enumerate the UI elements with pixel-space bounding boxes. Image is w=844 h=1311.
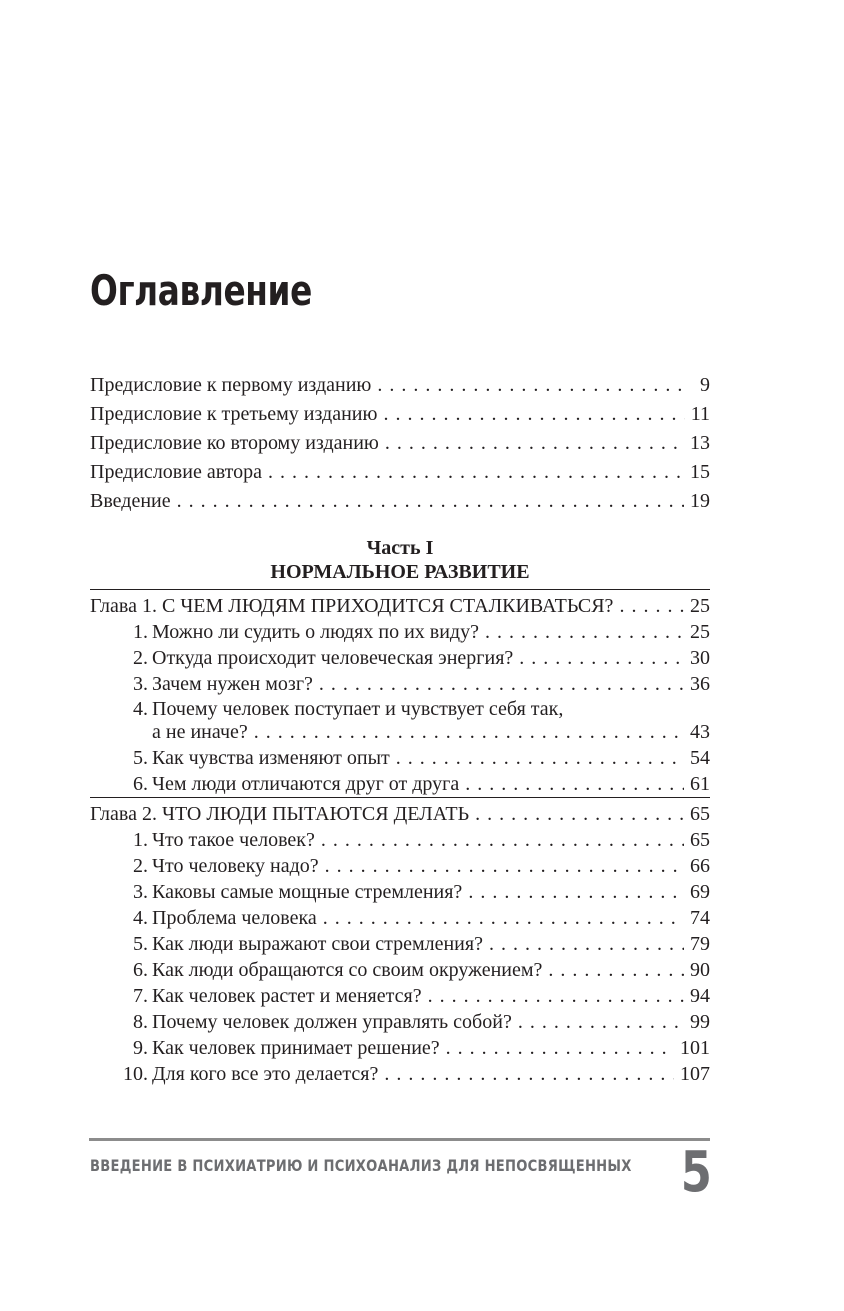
toc-entry-page: 13 xyxy=(690,432,710,454)
toc-entry-label: Предисловие к третьему изданию xyxy=(90,403,378,425)
leader-dots xyxy=(485,619,684,645)
toc-section[interactable] xyxy=(118,619,710,645)
leader-dots xyxy=(475,801,684,827)
section-label: Почему человек поступает и чувствует себя так, xyxy=(152,698,564,720)
leader-dots xyxy=(254,719,684,745)
section-number: 2. xyxy=(133,647,148,669)
toc-entry-page: 19 xyxy=(690,490,710,512)
leader-dots xyxy=(468,879,684,905)
toc-section[interactable] xyxy=(118,853,710,879)
section-page: 69 xyxy=(690,881,710,903)
section-number: 1. xyxy=(133,621,148,643)
section-page: 43 xyxy=(690,721,710,743)
section-page: 66 xyxy=(690,855,710,877)
toc-section[interactable] xyxy=(118,671,710,697)
toc-section[interactable] xyxy=(118,1035,710,1061)
toc-entry[interactable] xyxy=(90,401,710,427)
leader-dots xyxy=(465,771,684,797)
section-number: 3. xyxy=(133,881,148,903)
section-number: 4. xyxy=(133,698,148,720)
section-label: Что такое человек? xyxy=(152,829,315,851)
toc-entry-label: Введение xyxy=(90,490,171,512)
leader-dots xyxy=(268,459,684,485)
section-number: 6. xyxy=(133,959,148,981)
section-label: Почему человек должен управлять собой? xyxy=(152,1011,512,1033)
section-page: 25 xyxy=(690,621,710,643)
leader-dots xyxy=(319,671,684,697)
section-number: 4. xyxy=(133,907,148,929)
toc-section[interactable] xyxy=(118,745,710,771)
section-label: Как человек растет и меняется? xyxy=(152,985,422,1007)
section-label: Что человеку надо? xyxy=(152,855,319,877)
toc-chapter[interactable] xyxy=(90,593,710,619)
section-page: 90 xyxy=(690,959,710,981)
section-number: 7. xyxy=(133,985,148,1007)
toc-entry-page: 9 xyxy=(700,374,710,396)
section-page: 54 xyxy=(690,747,710,769)
section-number: 10. xyxy=(123,1063,148,1085)
section-label-continued: а не иначе? xyxy=(152,721,248,743)
part-label: Часть I xyxy=(366,537,434,559)
leader-dots xyxy=(325,853,684,879)
section-label: Проблема человека xyxy=(152,907,317,929)
toc-entry[interactable] xyxy=(90,459,710,485)
section-number: 1. xyxy=(133,829,148,851)
leader-dots xyxy=(489,931,684,957)
section-page: 101 xyxy=(680,1037,710,1059)
section-label: Как человек принимает решение? xyxy=(152,1037,440,1059)
leader-dots xyxy=(548,957,684,983)
section-number: 9. xyxy=(133,1037,148,1059)
section-number: 8. xyxy=(133,1011,148,1033)
divider xyxy=(90,589,710,590)
leader-dots xyxy=(384,1061,674,1087)
toc-section[interactable] xyxy=(118,645,710,671)
leader-dots xyxy=(619,593,684,619)
toc-section[interactable] xyxy=(118,931,710,957)
toc-section[interactable] xyxy=(118,827,710,853)
section-number: 5. xyxy=(133,747,148,769)
section-page: 99 xyxy=(690,1011,710,1033)
toc-section[interactable] xyxy=(118,957,710,983)
toc-entry-page: 11 xyxy=(690,403,710,425)
section-label: Зачем нужен мозг? xyxy=(152,673,313,695)
section-label: Чем люди отличаются друг от друга xyxy=(152,773,460,795)
section-label: Каковы самые мощные стремления? xyxy=(152,881,463,903)
toc-section[interactable] xyxy=(118,879,710,905)
section-page: 61 xyxy=(690,773,710,795)
section-page: 65 xyxy=(690,829,710,851)
toc-section[interactable] xyxy=(118,905,710,931)
toc-entry[interactable] xyxy=(90,372,710,398)
section-number: 2. xyxy=(133,855,148,877)
toc-section[interactable] xyxy=(118,1061,710,1087)
toc-chapter-page: 25 xyxy=(690,595,710,617)
toc-entry-label: Предисловие ко второму изданию xyxy=(90,432,379,454)
leader-dots xyxy=(377,372,690,398)
section-label: Для кого все это делается? xyxy=(152,1063,379,1085)
toc-entry-label: Предисловие к первому изданию xyxy=(90,374,372,396)
running-title: ВВЕДЕНИЕ В ПСИХИАТРИЮ И ПСИХОАНАЛИЗ ДЛЯ НЕПОСВЯЩЕННЫХ xyxy=(90,1156,632,1175)
leader-dots xyxy=(519,645,684,671)
part-title: НОРМАЛЬНОЕ РАЗВИТИЕ xyxy=(270,561,530,583)
section-page: 30 xyxy=(690,647,710,669)
toc-section-continued[interactable] xyxy=(152,719,710,745)
section-page: 36 xyxy=(690,673,710,695)
leader-dots xyxy=(428,983,684,1009)
section-page: 107 xyxy=(680,1063,710,1085)
section-page: 79 xyxy=(690,933,710,955)
toc-chapter-page: 65 xyxy=(690,803,710,825)
toc-section[interactable] xyxy=(118,771,710,797)
page-number: 5 xyxy=(680,1140,712,1205)
toc-entry[interactable] xyxy=(90,488,710,514)
leader-dots xyxy=(177,488,684,514)
section-label: Можно ли судить о людях по их виду? xyxy=(152,621,479,643)
toc-entry-label: Предисловие автора xyxy=(90,461,262,483)
toc-chapter-label: Глава 2. ЧТО ЛЮДИ ПЫТАЮТСЯ ДЕЛАТЬ xyxy=(90,803,470,825)
leader-dots xyxy=(518,1009,684,1035)
toc-section[interactable] xyxy=(118,1009,710,1035)
section-page: 94 xyxy=(690,985,710,1007)
leader-dots xyxy=(396,745,684,771)
section-number: 5. xyxy=(133,933,148,955)
toc-chapter[interactable] xyxy=(90,801,710,827)
toc-entry[interactable] xyxy=(90,430,710,456)
divider xyxy=(90,797,710,798)
section-label: Как люди выражают свои стремления? xyxy=(152,933,483,955)
section-number: 3. xyxy=(133,673,148,695)
leader-dots xyxy=(383,401,684,427)
leader-dots xyxy=(385,430,684,456)
toc-entry-page: 15 xyxy=(690,461,710,483)
page-title: Оглавление xyxy=(90,266,312,315)
section-label: Откуда происходит человеческая энергия? xyxy=(152,647,514,669)
footer-rule xyxy=(89,1138,710,1141)
leader-dots xyxy=(323,905,684,931)
section-label: Как люди обращаются со своим окружением? xyxy=(152,959,543,981)
section-label: Как чувства изменяют опыт xyxy=(152,747,390,769)
toc-section[interactable] xyxy=(118,983,710,1009)
leader-dots xyxy=(446,1035,674,1061)
section-number: 6. xyxy=(133,773,148,795)
section-page: 74 xyxy=(690,907,710,929)
leader-dots xyxy=(321,827,684,853)
toc-chapter-label: Глава 1. С ЧЕМ ЛЮДЯМ ПРИХОДИТСЯ СТАЛКИВАТЬСЯ? xyxy=(90,595,614,617)
